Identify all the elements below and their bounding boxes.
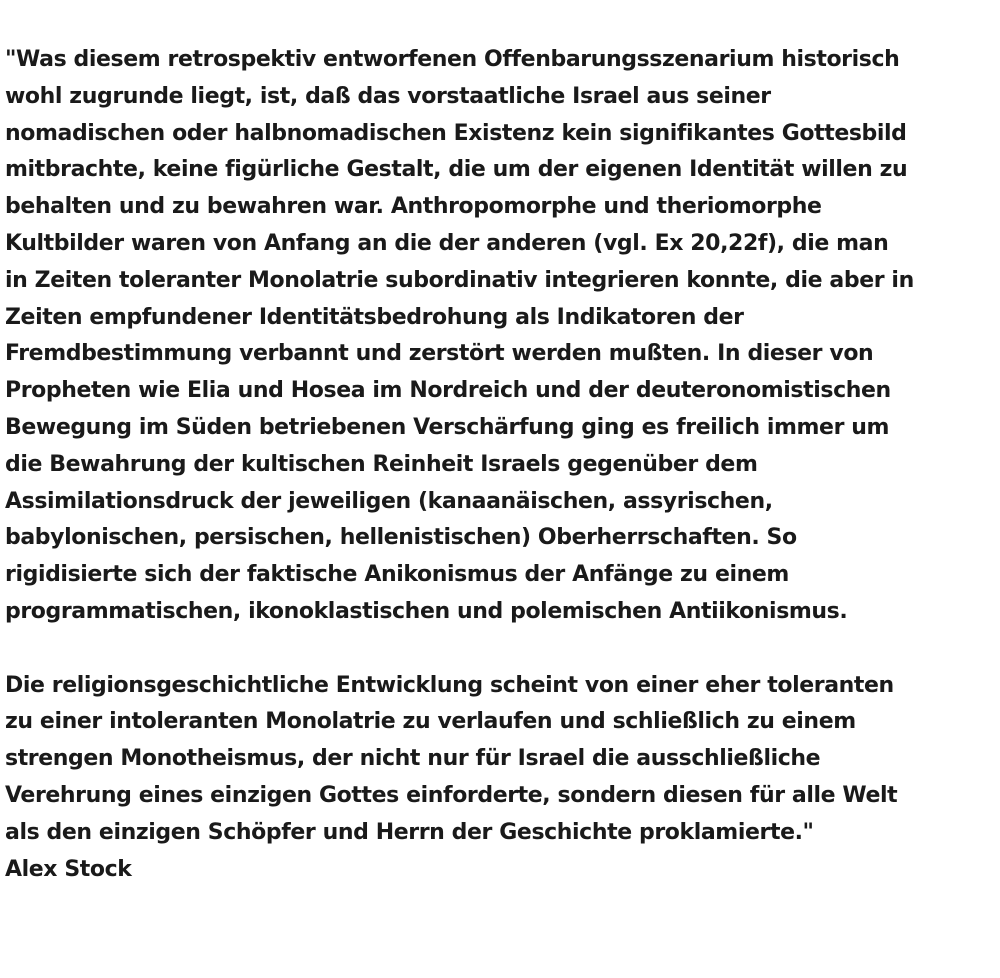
text-line: mitbrachte, keine figürliche Gestalt, die um der eigenen Identität willen zu (5, 157, 908, 183)
text-line: behalten und zu bewahren war. Anthropomorphe und theriomorphe (5, 194, 822, 220)
text-line: Assimilationsdruck der jeweiligen (kanaanäischen, assyrischen, (5, 488, 773, 514)
text-line: babylonischen, persischen, hellenistischen) Oberherrschaften. So (5, 525, 797, 551)
quote-document (5, 42, 995, 888)
text-line: Verehrung eines einzigen Gottes einforderte, sondern diesen für alle Welt (5, 782, 898, 808)
text-line: zu einer intoleranten Monolatrie zu verlaufen und schließlich zu einem (5, 709, 856, 735)
text-line: Propheten wie Elia und Hosea im Nordreich und der deuteronomistischen (5, 378, 891, 404)
text-line: strengen Monotheismus, der nicht nur für Israel die ausschließliche (5, 746, 821, 772)
text-line: in Zeiten toleranter Monolatrie subordinativ integrieren konnte, die aber in (5, 267, 914, 293)
quote-paragraph-1 (5, 42, 995, 631)
text-line: programmatischen, ikonoklastischen und polemischen Antiikonismus. (5, 598, 848, 624)
text-line: "Was diesem retrospektiv entworfenen Offenbarungsszenarium historisch (5, 47, 900, 72)
text-line: Kultbilder waren von Anfang an die der anderen (vgl. Ex 20,22f), die man (5, 230, 889, 256)
text-line: Bewegung im Süden betriebenen Verschärfung ging es freilich immer um (5, 414, 890, 440)
text-line: rigidisierte sich der faktische Anikonismus der Anfänge zu einem (5, 562, 789, 588)
quote-author: Alex Stock (5, 856, 132, 882)
text-line: Fremdbestimmung verbannt und zerstört werden mußten. In dieser von (5, 341, 874, 367)
text-line: als den einzigen Schöpfer und Herrn der Geschichte proklamierte." (5, 819, 814, 845)
text-line: die Bewahrung der kultischen Reinheit Israels gegenüber dem (5, 451, 758, 477)
paragraph-spacer (5, 631, 995, 668)
text-line: Zeiten empfundener Identitätsbedrohung als Indikatoren der (5, 304, 744, 330)
text-line: nomadischen oder halbnomadischen Existenz kein signifikantes Gottesbild (5, 120, 907, 146)
text-line: wohl zugrunde liegt, ist, daß das vorstaatliche Israel aus seiner (5, 83, 771, 109)
quote-paragraph-2 (5, 668, 995, 852)
text-line: Die religionsgeschichtliche Entwicklung scheint von einer eher toleranten (5, 672, 894, 698)
